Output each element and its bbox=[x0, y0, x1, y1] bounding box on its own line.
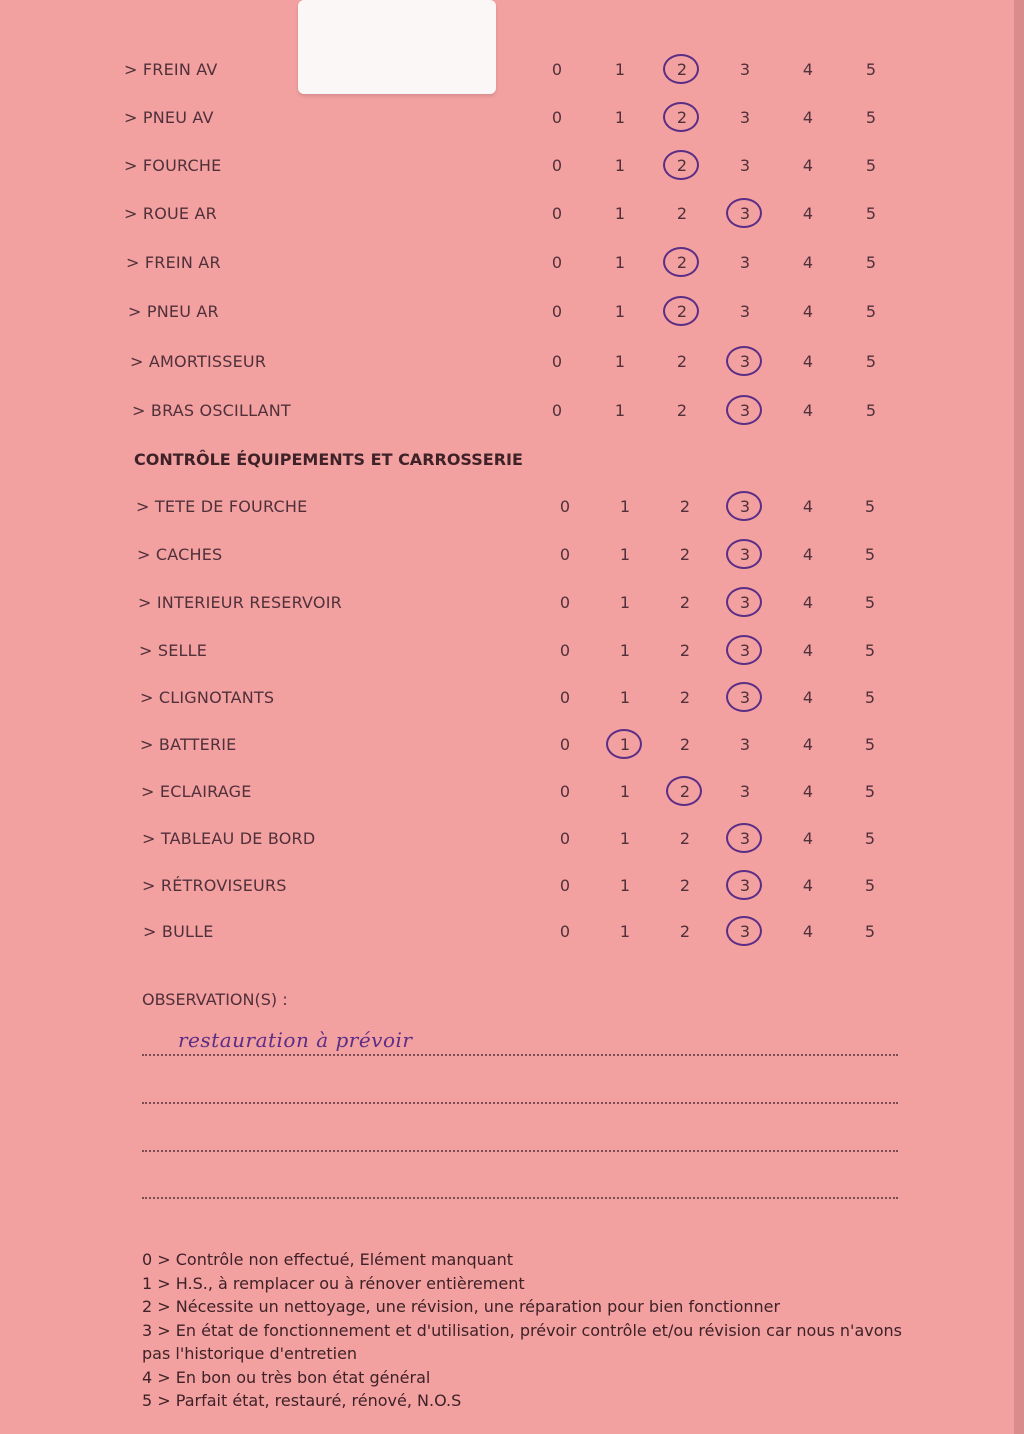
rating-option[interactable]: 0 bbox=[559, 641, 571, 660]
rating-option[interactable]: 1 bbox=[619, 782, 631, 801]
rating-option[interactable]: 5 bbox=[865, 156, 877, 175]
rating-option[interactable]: 4 bbox=[802, 876, 814, 895]
selected-rating[interactable]: 3 bbox=[725, 545, 765, 564]
rating-option[interactable]: 4 bbox=[802, 60, 814, 79]
rating-option[interactable]: 0 bbox=[559, 688, 571, 707]
rating-option[interactable]: 5 bbox=[865, 352, 877, 371]
rating-option[interactable]: 1 bbox=[619, 641, 631, 660]
observation-line bbox=[142, 1102, 898, 1104]
rating-option[interactable]: 0 bbox=[551, 108, 563, 127]
checklist-item-label: > INTERIEUR RESERVOIR bbox=[138, 593, 342, 612]
rating-option[interactable]: 3 bbox=[739, 108, 751, 127]
rating-option[interactable]: 5 bbox=[865, 204, 877, 223]
rating-option[interactable]: 0 bbox=[551, 60, 563, 79]
selected-rating[interactable]: 2 bbox=[662, 60, 702, 79]
rating-option[interactable]: 2 bbox=[679, 735, 691, 754]
legend-item: 0 > Contrôle non effectué, Elément manquant bbox=[142, 1250, 513, 1269]
rating-option[interactable]: 0 bbox=[551, 204, 563, 223]
checklist-row bbox=[0, 829, 1010, 859]
rating-option[interactable]: 0 bbox=[551, 302, 563, 321]
rating-option[interactable]: 4 bbox=[802, 735, 814, 754]
rating-option[interactable]: 4 bbox=[802, 641, 814, 660]
checklist-item-label: > FOURCHE bbox=[124, 156, 222, 175]
rating-option[interactable]: 1 bbox=[619, 922, 631, 941]
rating-option[interactable]: 5 bbox=[865, 302, 877, 321]
rating-option[interactable]: 2 bbox=[679, 545, 691, 564]
legend-item: 1 > H.S., à remplacer ou à rénover entièrement bbox=[142, 1273, 525, 1293]
section-title: CONTRÔLE ÉQUIPEMENTS ET CARROSSERIE bbox=[134, 450, 523, 469]
selected-rating[interactable]: 2 bbox=[662, 108, 702, 127]
rating-option[interactable]: 1 bbox=[619, 545, 631, 564]
rating-option[interactable]: 1 bbox=[619, 497, 631, 516]
rating-option[interactable]: 1 bbox=[614, 302, 626, 321]
rating-option[interactable]: 4 bbox=[802, 156, 814, 175]
selected-rating[interactable]: 2 bbox=[662, 302, 702, 321]
selected-rating[interactable]: 2 bbox=[662, 156, 702, 175]
checklist-row bbox=[0, 876, 1010, 906]
checklist-row bbox=[0, 545, 1010, 575]
rating-option[interactable]: 1 bbox=[614, 204, 626, 223]
selected-rating[interactable]: 3 bbox=[725, 401, 765, 420]
checklist-item-label: > SELLE bbox=[139, 641, 208, 660]
rating-option[interactable]: 4 bbox=[802, 497, 814, 516]
selected-rating[interactable]: 3 bbox=[725, 876, 765, 895]
rating-option[interactable]: 2 bbox=[676, 204, 688, 223]
rating-option[interactable]: 4 bbox=[802, 688, 814, 707]
rating-option[interactable]: 1 bbox=[614, 253, 626, 272]
rating-option[interactable]: 2 bbox=[679, 922, 691, 941]
checklist-item-label: > CACHES bbox=[137, 545, 223, 564]
rating-option[interactable]: 1 bbox=[614, 352, 626, 371]
checklist-item-label: > PNEU AR bbox=[128, 302, 219, 321]
rating-option[interactable]: 1 bbox=[619, 593, 631, 612]
checklist-item-label: > AMORTISSEUR bbox=[130, 352, 267, 371]
rating-option[interactable]: 0 bbox=[559, 593, 571, 612]
checklist-row bbox=[0, 253, 1010, 283]
rating-option[interactable]: 4 bbox=[802, 204, 814, 223]
rating-option[interactable]: 4 bbox=[802, 545, 814, 564]
rating-option[interactable]: 1 bbox=[614, 401, 626, 420]
selected-rating[interactable]: 3 bbox=[725, 688, 765, 707]
checklist-item-label: > RÉTROVISEURS bbox=[142, 876, 287, 895]
rating-option[interactable]: 4 bbox=[802, 253, 814, 272]
rating-option[interactable]: 5 bbox=[864, 735, 876, 754]
rating-option[interactable]: 4 bbox=[802, 829, 814, 848]
observations-handwritten-note: restauration à prévoir bbox=[178, 1028, 413, 1052]
rating-option[interactable]: 0 bbox=[559, 545, 571, 564]
selected-rating[interactable]: 2 bbox=[665, 782, 705, 801]
checklist-item-label: > TETE DE FOURCHE bbox=[136, 497, 308, 516]
checklist-item-label: > FREIN AV bbox=[124, 60, 218, 79]
checklist-row bbox=[0, 108, 1010, 138]
rating-option[interactable]: 5 bbox=[864, 593, 876, 612]
legend-item: 4 > En bon ou très bon état général bbox=[142, 1367, 431, 1387]
rating-option[interactable]: 2 bbox=[679, 497, 691, 516]
rating-option[interactable]: 4 bbox=[802, 593, 814, 612]
rating-option[interactable]: 3 bbox=[739, 302, 751, 321]
checklist-item-label: > CLIGNOTANTS bbox=[140, 688, 275, 707]
checklist-row bbox=[0, 204, 1010, 234]
rating-option[interactable]: 1 bbox=[619, 876, 631, 895]
checklist-item-label: > ROUE AR bbox=[124, 204, 217, 223]
rating-option[interactable]: 5 bbox=[864, 497, 876, 516]
selected-rating[interactable]: 3 bbox=[725, 641, 765, 660]
rating-option[interactable]: 4 bbox=[802, 782, 814, 801]
selected-rating[interactable]: 1 bbox=[605, 735, 645, 754]
selected-rating[interactable]: 3 bbox=[725, 204, 765, 223]
rating-option[interactable]: 3 bbox=[739, 60, 751, 79]
rating-option[interactable]: 1 bbox=[619, 688, 631, 707]
legend-item: 3 > En état de fonctionnement et d'utilisation, prévoir contrôle et/ou révision car nous n'avons pas l'historique d'entretien bbox=[142, 1320, 902, 1363]
rating-option[interactable]: 0 bbox=[551, 352, 563, 371]
selected-rating[interactable]: 2 bbox=[662, 253, 702, 272]
rating-option[interactable]: 4 bbox=[802, 352, 814, 371]
checklist-row bbox=[0, 688, 1010, 718]
rating-option[interactable]: 0 bbox=[559, 782, 571, 801]
rating-option[interactable]: 3 bbox=[739, 782, 751, 801]
checklist-item-label: > ECLAIRAGE bbox=[141, 782, 252, 801]
observation-line bbox=[142, 1150, 898, 1152]
checklist-row bbox=[0, 352, 1010, 382]
rating-option[interactable]: 2 bbox=[679, 876, 691, 895]
checklist-row bbox=[0, 593, 1010, 623]
checklist-row bbox=[0, 497, 1010, 527]
rating-option[interactable]: 1 bbox=[614, 108, 626, 127]
checklist-item-label: > BATTERIE bbox=[140, 735, 237, 754]
observation-line bbox=[142, 1197, 898, 1199]
selected-rating[interactable]: 3 bbox=[725, 829, 765, 848]
checklist-row bbox=[0, 735, 1010, 765]
checklist-item-label: > BULLE bbox=[143, 922, 214, 941]
rating-option[interactable]: 3 bbox=[739, 156, 751, 175]
checklist-row bbox=[0, 401, 1010, 431]
observation-line bbox=[142, 1054, 898, 1056]
rating-option[interactable]: 0 bbox=[551, 156, 563, 175]
rating-option[interactable]: 1 bbox=[614, 156, 626, 175]
checklist-row bbox=[0, 156, 1010, 186]
rating-option[interactable]: 5 bbox=[865, 108, 877, 127]
legend-item: 5 > Parfait état, restauré, rénové, N.O.S bbox=[142, 1391, 462, 1410]
rating-option[interactable]: 4 bbox=[802, 302, 814, 321]
observations-label: OBSERVATION(S) : bbox=[142, 990, 288, 1009]
rating-option[interactable]: 0 bbox=[559, 922, 571, 941]
rating-legend bbox=[142, 1248, 902, 1413]
rating-option[interactable]: 2 bbox=[676, 401, 688, 420]
rating-option[interactable]: 2 bbox=[676, 352, 688, 371]
rating-option[interactable]: 5 bbox=[864, 922, 876, 941]
rating-option[interactable]: 2 bbox=[679, 593, 691, 612]
selected-rating[interactable]: 3 bbox=[725, 497, 765, 516]
rating-option[interactable]: 1 bbox=[619, 829, 631, 848]
rating-option[interactable]: 0 bbox=[559, 876, 571, 895]
checklist-row bbox=[0, 922, 1010, 952]
rating-option[interactable]: 5 bbox=[864, 688, 876, 707]
rating-option[interactable]: 0 bbox=[559, 829, 571, 848]
rating-option[interactable]: 0 bbox=[551, 253, 563, 272]
rating-option[interactable]: 3 bbox=[739, 253, 751, 272]
rating-option[interactable]: 5 bbox=[864, 829, 876, 848]
checklist-row bbox=[0, 60, 1010, 90]
selected-rating[interactable]: 3 bbox=[725, 352, 765, 371]
checklist-item-label: > BRAS OSCILLANT bbox=[132, 401, 291, 420]
checklist-row bbox=[0, 782, 1010, 812]
rating-option[interactable]: 3 bbox=[739, 735, 751, 754]
rating-option[interactable]: 4 bbox=[802, 401, 814, 420]
legend-item: 2 > Nécessite un nettoyage, une révision, une réparation pour bien fonctionner bbox=[142, 1297, 781, 1316]
rating-option[interactable]: 5 bbox=[864, 782, 876, 801]
rating-option[interactable]: 5 bbox=[864, 545, 876, 564]
rating-option[interactable]: 4 bbox=[802, 108, 814, 127]
rating-option[interactable]: 5 bbox=[865, 401, 877, 420]
rating-option[interactable]: 0 bbox=[559, 735, 571, 754]
rating-option[interactable]: 5 bbox=[865, 60, 877, 79]
checklist-row bbox=[0, 302, 1010, 332]
checklist-item-label: > FREIN AR bbox=[126, 253, 221, 272]
rating-option[interactable]: 0 bbox=[551, 401, 563, 420]
checklist-row bbox=[0, 641, 1010, 671]
rating-option[interactable]: 5 bbox=[864, 641, 876, 660]
rating-option[interactable]: 0 bbox=[559, 497, 571, 516]
rating-option[interactable]: 2 bbox=[679, 688, 691, 707]
rating-option[interactable]: 1 bbox=[614, 60, 626, 79]
selected-rating[interactable]: 3 bbox=[725, 593, 765, 612]
rating-option[interactable]: 4 bbox=[802, 922, 814, 941]
rating-option[interactable]: 5 bbox=[865, 253, 877, 272]
checklist-item-label: > PNEU AV bbox=[124, 108, 214, 127]
rating-option[interactable]: 2 bbox=[679, 641, 691, 660]
selected-rating[interactable]: 3 bbox=[725, 922, 765, 941]
rating-option[interactable]: 2 bbox=[679, 829, 691, 848]
rating-option[interactable]: 5 bbox=[864, 876, 876, 895]
checklist-item-label: > TABLEAU DE BORD bbox=[142, 829, 316, 848]
